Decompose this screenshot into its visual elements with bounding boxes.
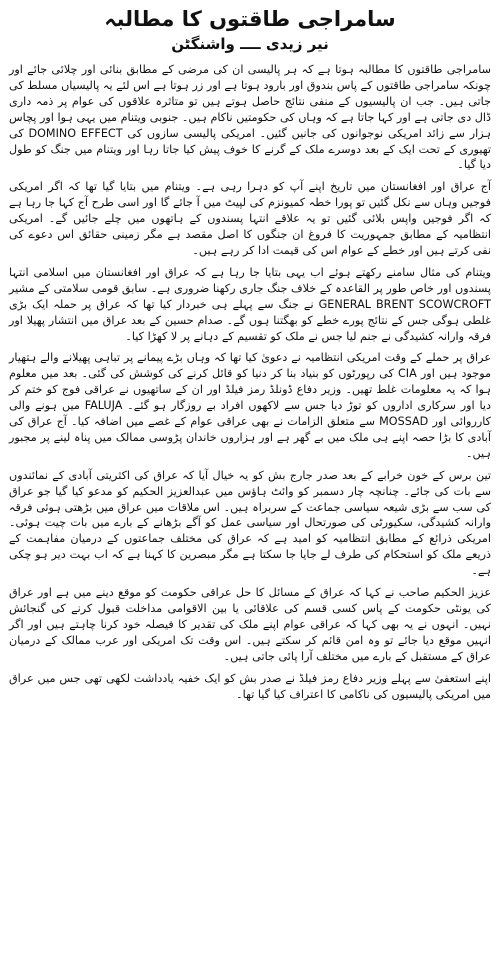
article-paragraph: تین برس کے خون خرابے کے بعد صدر جارج بش کو یہ خیال آیا کہ عراق کی اکثریتی آبادی کے نمائندوں سے بات کی جائے۔ چنانچہ چار دسمبر کو وائٹ ہاؤس میں عبدالعزیز الحکیم کو مدعو کیا گیا جو عراق کی سب سے بڑی شیعہ سیاسی جماعت کے سربراہ ہیں۔ اس ملاقات میں عراق میں بڑھتی ہوئی فرقہ وارانہ کشیدگی، سکیورٹی کی صورتحال اور سیاسی عمل کو آگے بڑھانے کے بارے میں بات چیت ہوئی۔ امریکی ذرائع کے مطابق انتظامیہ کو امید ہے کہ عراق کی مختلف جماعتوں کے درمیان مفاہمت کے ذریعے ملک کو استحکام کی طرف لے جایا جا سکتا ہے مگر مبصرین کا کہنا ہے کہ اب بہت دیر ہو چکی ہے۔: [9, 468, 491, 578]
article-paragraph: ویتنام کی مثال سامنے رکھتے ہوئے اب یہی بتایا جا رہا ہے کہ عراق اور افغانستان میں اسلامی انتہا پسندوں اور خاص طور پر القاعدہ کے خلاف جنگ جاری رکھنا ضروری ہے۔ سابق قومی سلامتی کے مشیر GENERAL BRENT SCOWCROFT نے جنگ سے پہلے ہی خبردار کیا تھا کہ عراق پر حملہ ایک بڑی غلطی ہوگی جس کے نتائج پورے خطے کو بھگتنا ہوں گے۔ صدام حسین کے بعد عراق میں انتشار پھیلا اور فرقہ وارانہ کشیدگی نے جنم لیا جس نے ملک کو تقسیم کے دہانے پر لا کھڑا کیا۔: [9, 265, 491, 343]
article-paragraph: عراق پر حملے کے وقت امریکی انتظامیہ نے دعویٰ کیا تھا کہ وہاں بڑے پیمانے پر تباہی پھیلانے والے ہتھیار موجود ہیں اور CIA کی رپورٹوں کو بنیاد بنا کر دنیا کو قائل کرنے کی کوشش کی گئی۔ بعد میں معلوم ہوا کہ یہ معلومات غلط تھیں۔ وزیر دفاع ڈونلڈ رمز فیلڈ اور ان کے ساتھیوں نے عراقی فوج کو ختم کر دیا اور سرکاری اداروں کو توڑ دیا جس سے لاکھوں افراد بے روزگار ہو گئے۔ FALUJA میں ہونے والی کارروائی اور MOSSAD سے متعلق الزامات نے بھی عراقی عوام کے غصے میں اضافہ کیا۔ آج عراق کی آبادی کا بڑا حصہ اپنے ہی ملک میں بے گھر ہے اور ہزاروں خاندان پڑوسی ممالک میں پناہ لینے پر مجبور ہیں۔: [9, 351, 491, 460]
article-paragraph: آج عراق اور افغانستان میں تاریخ اپنے آپ کو دہرا رہی ہے۔ ویتنام میں بتایا گیا تھا کہ اگر امریکی فوجیں وہاں سے نکل گئیں تو پورا خطہ کمیونزم کی لپیٹ میں آ جائے گا اور اسی طرح آج کہا جا رہا ہے کہ اگر فوجیں واپس بلائی گئیں تو یہ علاقے انتہا پسندوں کے ہاتھوں میں چلے جائیں گے۔ امریکی انتظامیہ کے مطابق جمہوریت کا فروغ ان جنگوں کا اصل مقصد ہے مگر زمینی حقائق اس دعوے کی نفی کرتے ہیں اور خطے کے عوام اس کی قیمت ادا کر رہے ہیں۔: [9, 180, 491, 257]
article-paragraph: عزیز الحکیم صاحب نے کہا کہ عراق کے مسائل کا حل عراقی حکومت کو موقع دینے میں ہے اور عراق کی یونٹی حکومت کے پاس کسی قسم کی علاقائی یا بین الاقوامی مداخلت قبول کرنے کی گنجائش نہیں۔ انہوں نے یہ بھی کہا کہ عراقی عوام اپنے ملک کی تقدیر کا فیصلہ خود کرنا چاہتے ہیں اور اگر انہیں موقع دیا جائے تو وہ امن قائم کر سکتے ہیں۔ اس وقت تک امریکی اور عرب ممالک کے درمیان عراق کے مستقبل کے بارے میں مختلف آرا پائی جاتی ہیں۔: [9, 586, 491, 663]
article-headline: سامراجی طاقتوں کا مطالبہ: [104, 7, 396, 31]
article-byline: نیر زیدی ــــ واشنگٹن: [171, 35, 329, 53]
article-paragraph: اپنے استعفیٰ سے پہلے وزیر دفاع رمز فیلڈ نے صدر بش کو ایک خفیہ یادداشت لکھی تھی جس میں عراق میں امریکی پالیسیوں کی ناکامی کا اعتراف کیا گیا تھا۔: [9, 671, 491, 701]
article-paragraph: سامراجی طاقتوں کا مطالبہ ہوتا ہے کہ ہر پالیسی ان کی مرضی کے مطابق بنائی اور چلائی جائے اور چونکہ سامراجی طاقتوں کے پاس بندوق اور بارود ہوتا ہے اور زر ہوتا ہے اس لئے یہ پالیسیاں مسلط کی جاتی ہیں۔ جب ان پالیسیوں کے منفی نتائج حاصل ہوتے ہیں تو متاثرہ علاقوں کی عوام پر ذمہ داری ڈال دی جاتی ہے اور کہا جاتا ہے کہ وہاں کی حکومتیں ناکام ہیں۔ جنوبی ویتنام میں یہی ہوا اور پچاس ہزار سے زائد امریکی نوجوانوں کی جانیں گئیں۔ امریکی پالیسی سازوں کی DOMINO EFFECT کی تھیوری کے تحت ایک کے بعد دوسرے ملک کے گرنے کا خوف پیش کیا جاتا رہا اور ویتنام میں جنگ کو طول دیا گیا۔: [9, 63, 492, 172]
article-body: [9, 62, 491, 702]
